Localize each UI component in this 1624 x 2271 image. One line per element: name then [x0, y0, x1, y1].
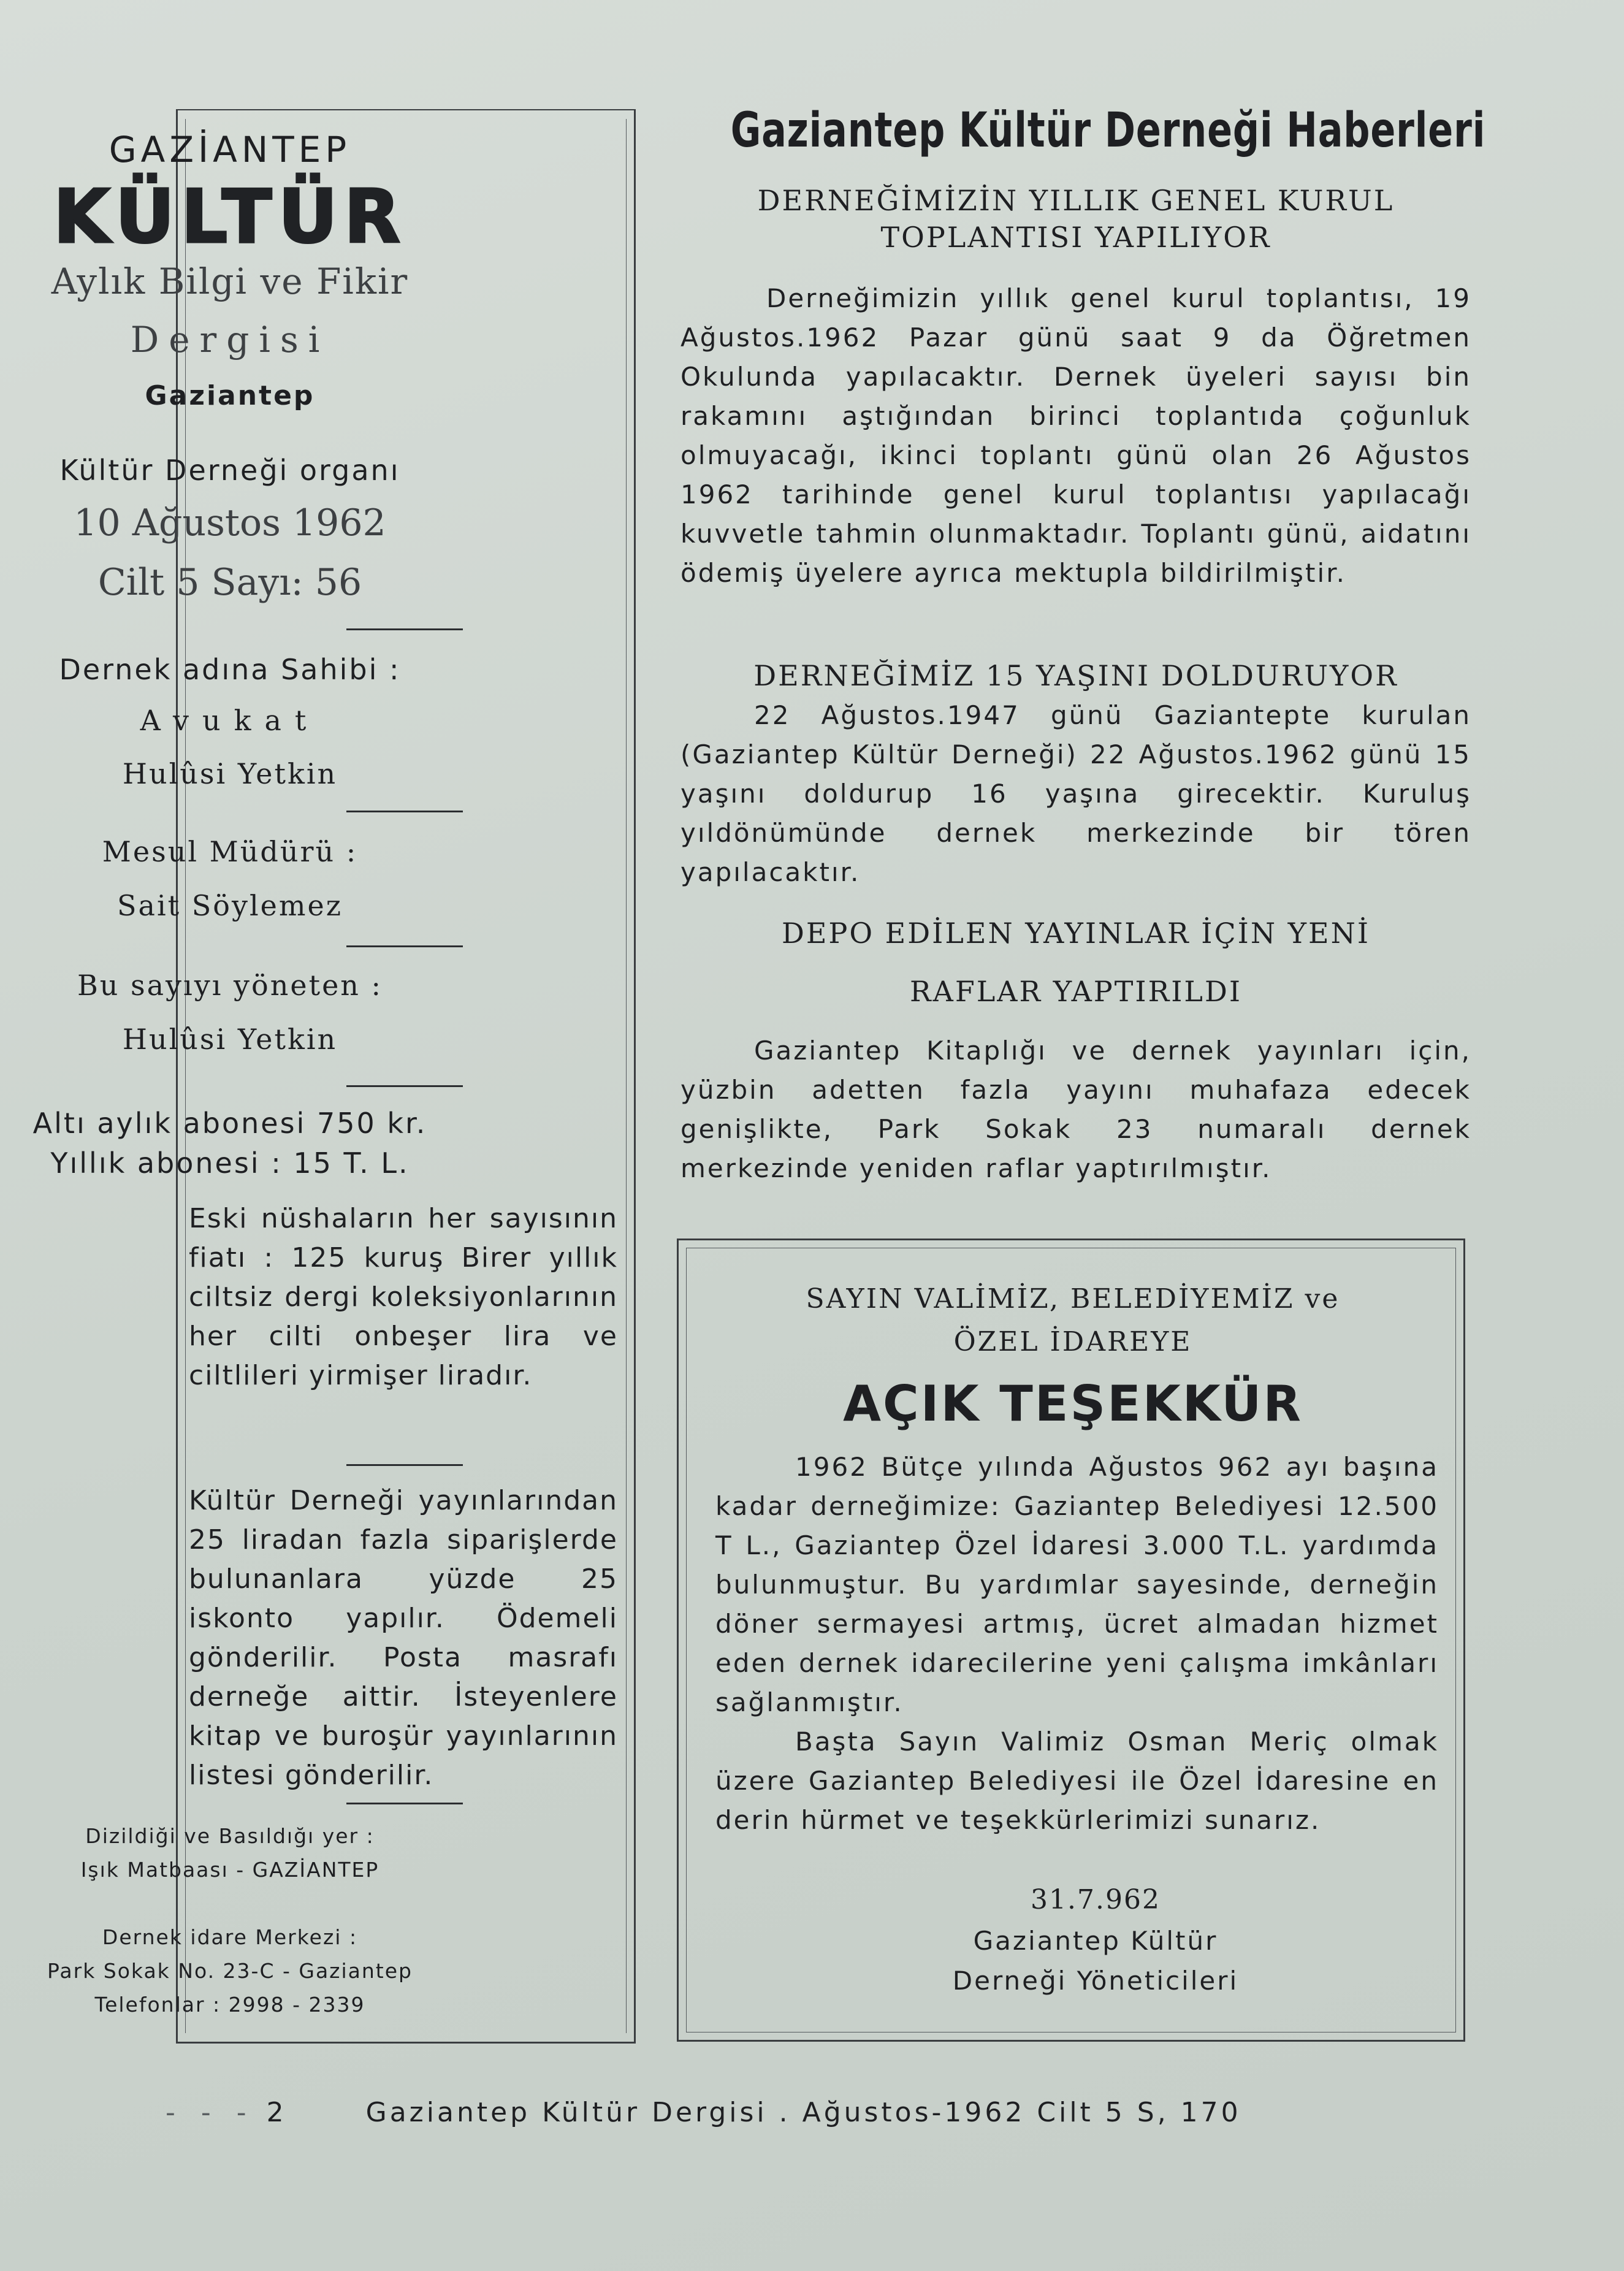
news-item2-heading: DERNEĞİMİZ 15 YAŞINI DOLDURUYOR	[753, 659, 1398, 692]
thanks-box	[677, 1239, 1465, 2042]
news-item1-heading-1: DERNEĞİMİZİN YILLIK GENEL KURUL	[757, 184, 1395, 217]
subscription-six-months: Altı aylık abonesi 750 kr.	[32, 1107, 427, 1140]
divider	[346, 1803, 463, 1804]
footer-dash: ‐ ‐ ‐	[166, 2097, 255, 2128]
divider	[346, 945, 463, 947]
news-item1-heading-2: TOPLANTISI YAPILIYOR	[880, 221, 1271, 254]
news-item1-body: Derneğimizin yıllık genel kurul toplantısı, 19 Ağustos.1962 Pazar günü saat 9 da Öğretmen Okulunda yapılacaktır. Dernek üyeleri sayısı bin rakamını aştığından birinci toplantıda çoğunluk olmuyacağı, ikinci toplantı günü olan 26 Ağustos 1962 tarihinde genel kurul toplantısı yapılacağı kuvvetle tahmin olunmaktadır. Toplantı günü, aidatını ödemiş üyelere ayrıca mektupla bildirilmiştir.	[680, 283, 1471, 588]
director-label: Bu sayıyı yöneten :	[77, 969, 383, 1002]
divider	[346, 1464, 463, 1466]
news-item2-body: 22 Ağustos.1947 günü Gaziantepte kurulan (Gaziantep Kültür Derneği) 22 Ağustos.1962 günü 15 yaşını doldurup 16 yaşına girecektir. Kuruluş yıldönümünde dernek merkezinde bir tören yapılacaktır.	[680, 700, 1471, 887]
subscription-yearly: Yıllık abonesi : 15 T. L.	[50, 1147, 410, 1180]
thanks-address-2: ÖZEL İDAREYE	[953, 1326, 1192, 1357]
thanks-heading: AÇIK TEŞEKKÜR	[843, 1375, 1303, 1432]
news-item3-heading-2: RAFLAR YAPTIRILDI	[909, 975, 1243, 1008]
thanks-signature-2: Derneği Yöneticileri	[952, 1966, 1239, 1996]
masthead-volume: Cilt 5 Sayı: 56	[97, 561, 362, 604]
print-label: Dizildiği ve Basıldığı yer :	[85, 1824, 375, 1848]
owner-label: Dernek adına Sahibi :	[59, 653, 401, 686]
office-address: Park Sokak No. 23-C - Gaziantep	[47, 1959, 413, 1983]
thanks-signature-1: Gaziantep Kültür	[973, 1926, 1218, 1956]
divider	[346, 628, 463, 630]
news-item3-body: Gaziantep Kitaplığı ve dernek yayınları için, yüzbin adetten fazla yayını muhafaza edecek genişlikte, Park Sokak 23 numaralı dernek merkezinde yeniden raflar yaptırılmıştır.	[680, 1036, 1471, 1183]
thanks-body-2: Başta Sayın Valimiz Osman Meriç olmak üzere Gaziantep Belediyesi ile Özel İdaresine en derin hürmet ve teşekkürlerimizi sunarız.	[715, 1727, 1439, 1835]
footer-text: Gaziantep Kültür Dergisi . Ağustos-1962 Cilt 5 S, 170	[365, 2097, 1241, 2128]
back-issues-text: Eski nüshaların her sayısının fiatı : 125 kuruş Birer yıllık ciltsiz dergi koleksiyonlarının her cilti onbeşer lira ve ciltlileri yirmişer liradır.	[189, 1203, 618, 1391]
office-phone: Telefonlar : 2998 - 2339	[94, 1993, 365, 2017]
office-label: Dernek idare Merkezi :	[102, 1925, 358, 1949]
page-number: 2	[266, 2097, 287, 2128]
editor-label: Mesul Müdürü :	[102, 835, 358, 868]
masthead-title: KÜLTÜR	[53, 175, 407, 260]
editor-name: Sait Söylemez	[117, 889, 343, 922]
thanks-address-1: SAYIN VALİMİZ, BELEDİYEMİZ ve	[806, 1283, 1340, 1315]
page-footer	[166, 2097, 1241, 2128]
masthead-subtitle-2: Dergisi	[130, 319, 330, 361]
masthead-org-2: Kültür Derneği organı	[59, 454, 400, 487]
thanks-body-1: 1962 Bütçe yılında Ağustos 962 ayı başına kadar derneğimize: Gaziantep Belediyesi 12.500 T L., Gaziantep Özel İdaresi 3.000 T.L. yardımda bulunmuştur. Bu yardımlar sayesinde, derneğin döner sermayesi artmış, ücret almadan hizmet eden dernek idarecilerine yeni çalışma imkânları sağlanmıştır.	[715, 1452, 1439, 1717]
thanks-date: 31.7.962	[1031, 1884, 1161, 1915]
masthead-org-1: Gaziantep	[145, 380, 315, 411]
owner-title: Avukat	[140, 704, 320, 737]
director-name: Hulûsi Yetkin	[122, 1023, 338, 1056]
masthead-subtitle-1: Aylık Bilgi ve Fikir	[51, 261, 409, 302]
print-place: Işık Matbaası - GAZİANTEP	[80, 1858, 379, 1882]
discount-text: Kültür Derneği yayınlarından 25 liradan fazla siparişlerde bulunanlara yüzde 25 iskonto yapılır. Ödemeli gönderilir. Posta masrafı derneğe aittir. İsteyenlere kitap ve buroşür yayınlarının listesi gönderilir.	[189, 1485, 618, 1791]
news-title: Gaziantep Kültür Derneği Haberleri	[730, 103, 1486, 158]
divider	[346, 1085, 463, 1087]
divider	[346, 811, 463, 812]
masthead-city: GAZİANTEP	[109, 129, 351, 170]
masthead-date: 10 Ağustos 1962	[74, 502, 386, 544]
news-item3-heading-1: DEPO EDİLEN YAYINLAR İÇİN YENİ	[781, 917, 1371, 950]
owner-name: Hulûsi Yetkin	[122, 757, 338, 790]
